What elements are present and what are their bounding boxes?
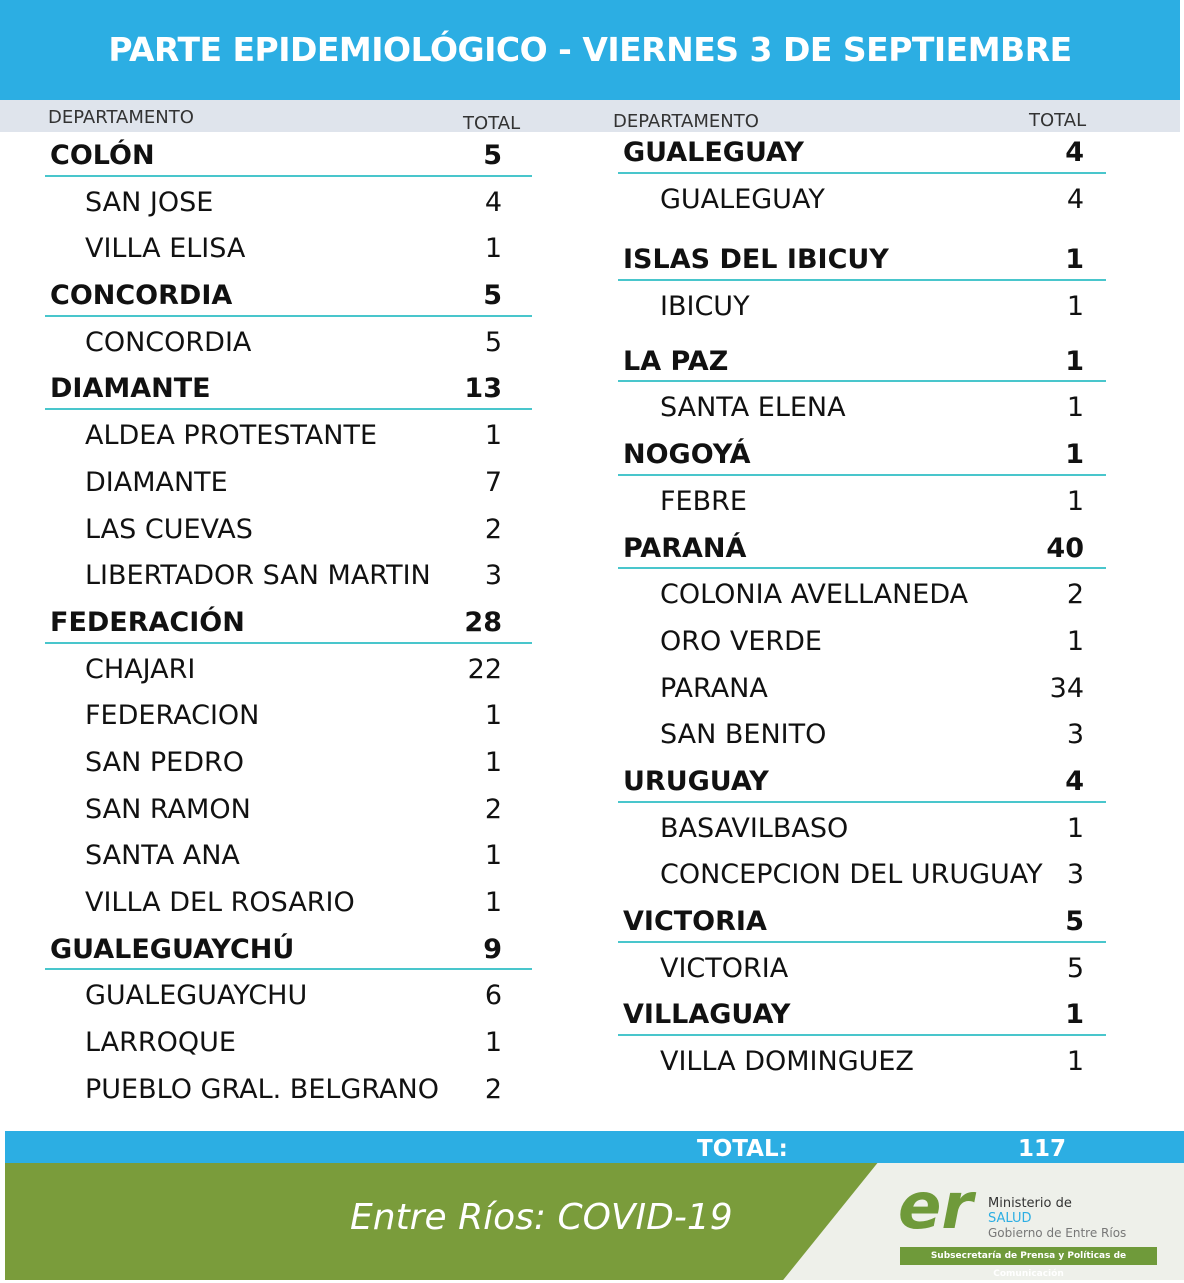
locality-row bbox=[45, 648, 532, 695]
locality-row bbox=[45, 974, 532, 1021]
case-count: 1 bbox=[484, 840, 502, 872]
right-header-department: DEPARTAMENTO bbox=[613, 111, 759, 132]
locality-row bbox=[45, 508, 532, 555]
locality-row bbox=[618, 178, 1106, 225]
locality-row bbox=[618, 947, 1106, 994]
department-row bbox=[618, 340, 1106, 387]
locality-row bbox=[618, 713, 1106, 760]
locality-name: FEDERACION bbox=[85, 700, 260, 732]
locality-name: LIBERTADOR SAN MARTIN bbox=[85, 560, 431, 592]
locality-row bbox=[45, 834, 532, 881]
locality-name: BASAVILBASO bbox=[660, 812, 849, 844]
department-name: ISLAS DEL IBICUY bbox=[623, 244, 889, 276]
locality-row bbox=[45, 227, 532, 274]
case-count: 2 bbox=[484, 513, 502, 545]
logo-line-salud: SALUD bbox=[988, 1211, 1032, 1226]
locality-row bbox=[618, 480, 1106, 527]
case-count: 1 bbox=[1066, 485, 1084, 517]
department-row bbox=[45, 367, 532, 414]
locality-row bbox=[45, 881, 532, 928]
locality-name: CONCEPCION DEL URUGUAY bbox=[660, 859, 1043, 891]
department-row bbox=[618, 993, 1106, 1040]
department-name: LA PAZ bbox=[623, 345, 729, 377]
case-count: 2 bbox=[484, 793, 502, 825]
case-count: 4 bbox=[1065, 137, 1084, 168]
case-count: 3 bbox=[1066, 859, 1084, 891]
locality-row bbox=[618, 620, 1106, 667]
case-count: 6 bbox=[484, 980, 502, 1012]
case-count: 1 bbox=[1066, 1046, 1084, 1078]
case-count: 1 bbox=[1066, 291, 1084, 323]
right-table bbox=[618, 131, 1106, 1087]
case-count: 7 bbox=[484, 466, 502, 498]
locality-name: ORO VERDE bbox=[660, 625, 822, 657]
right-header-total: TOTAL bbox=[1029, 110, 1087, 131]
case-count: 1 bbox=[1065, 345, 1084, 377]
locality-row bbox=[45, 554, 532, 601]
case-count: 3 bbox=[1066, 719, 1084, 751]
logo-line-ministerio: Ministerio de bbox=[988, 1196, 1072, 1211]
department-name: NOGOYÁ bbox=[623, 439, 751, 471]
case-count: 5 bbox=[484, 326, 502, 358]
locality-row bbox=[618, 573, 1106, 620]
logo-strip: Subsecretaría de Prensa y Políticas de Comunicación bbox=[900, 1247, 1157, 1265]
department-name: COLÓN bbox=[50, 140, 155, 171]
locality-name: COLONIA AVELLANEDA bbox=[660, 579, 969, 611]
case-count: 4 bbox=[1066, 183, 1084, 215]
locality-name: IBICUY bbox=[660, 291, 750, 323]
department-name: DIAMANTE bbox=[50, 373, 211, 405]
case-count: 1 bbox=[1065, 999, 1084, 1031]
department-name: URUGUAY bbox=[623, 765, 769, 797]
department-row bbox=[618, 760, 1106, 807]
case-count: 1 bbox=[1065, 439, 1084, 471]
case-count: 1 bbox=[484, 420, 502, 452]
department-row bbox=[618, 131, 1106, 178]
locality-name: VICTORIA bbox=[660, 952, 789, 984]
locality-row bbox=[618, 285, 1106, 332]
department-name: VILLAGUAY bbox=[623, 999, 791, 1031]
locality-row bbox=[45, 1021, 532, 1068]
locality-name: GUALEGUAY bbox=[660, 183, 825, 215]
locality-row bbox=[618, 1040, 1106, 1087]
case-count: 13 bbox=[464, 373, 502, 405]
locality-name: VILLA ELISA bbox=[85, 233, 246, 265]
locality-name: ALDEA PROTESTANTE bbox=[85, 420, 378, 452]
locality-name: LARROQUE bbox=[85, 1027, 236, 1059]
case-count: 1 bbox=[484, 746, 502, 778]
case-count: 3 bbox=[484, 560, 502, 592]
case-count: 28 bbox=[464, 606, 502, 638]
locality-name: SAN RAMON bbox=[85, 793, 251, 825]
case-count: 22 bbox=[467, 653, 502, 685]
case-count: 1 bbox=[484, 1027, 502, 1059]
locality-name: FEBRE bbox=[660, 485, 747, 517]
locality-name: SAN BENITO bbox=[660, 719, 827, 751]
case-count: 40 bbox=[1046, 532, 1084, 564]
locality-name: SANTA ELENA bbox=[660, 392, 846, 424]
locality-name: CONCORDIA bbox=[85, 326, 252, 358]
department-name: VICTORIA bbox=[623, 906, 767, 937]
locality-name: SAN JOSE bbox=[85, 186, 214, 218]
case-count: 5 bbox=[483, 140, 502, 171]
total-label: TOTAL: bbox=[697, 1136, 788, 1162]
locality-row bbox=[45, 461, 532, 508]
case-count: 5 bbox=[1065, 906, 1084, 937]
case-count: 2 bbox=[484, 1073, 502, 1105]
total-value: 117 bbox=[1018, 1136, 1067, 1162]
locality-name: DIAMANTE bbox=[85, 466, 228, 498]
case-count: 1 bbox=[484, 233, 502, 265]
locality-name: PUEBLO GRAL. BELGRANO bbox=[85, 1073, 439, 1105]
locality-row bbox=[618, 853, 1106, 900]
locality-row bbox=[618, 667, 1106, 714]
department-row bbox=[45, 928, 532, 975]
department-row bbox=[45, 134, 532, 181]
locality-row bbox=[45, 414, 532, 461]
ministry-logo-mark: er bbox=[898, 1170, 973, 1244]
case-count: 1 bbox=[484, 887, 502, 918]
department-row bbox=[618, 527, 1106, 574]
case-count: 1 bbox=[1066, 392, 1084, 424]
case-count: 1 bbox=[1065, 244, 1084, 276]
locality-row bbox=[45, 788, 532, 835]
locality-row bbox=[45, 741, 532, 788]
left-table bbox=[45, 134, 532, 1114]
locality-name: VILLA DOMINGUEZ bbox=[660, 1046, 914, 1078]
case-count: 2 bbox=[1066, 579, 1084, 611]
left-header-department: DEPARTAMENTO bbox=[48, 107, 194, 128]
department-name: FEDERACIÓN bbox=[50, 606, 245, 638]
locality-name: PARANA bbox=[660, 672, 768, 704]
page-title: PARTE EPIDEMIOLÓGICO - VIERNES 3 DE SEPTIEMBRE bbox=[108, 30, 1072, 69]
logo-line-gobierno: Gobierno de Entre Ríos bbox=[988, 1226, 1127, 1240]
locality-row bbox=[45, 321, 532, 368]
department-row bbox=[618, 433, 1106, 480]
case-count: 1 bbox=[1066, 625, 1084, 657]
department-name: GUALEGUAY bbox=[623, 137, 804, 168]
case-count: 34 bbox=[1049, 672, 1084, 704]
case-count: 1 bbox=[484, 700, 502, 732]
locality-row bbox=[45, 181, 532, 228]
locality-name: SAN PEDRO bbox=[85, 746, 245, 778]
locality-row bbox=[45, 694, 532, 741]
footer-text: Entre Ríos: COVID-19 bbox=[350, 1197, 733, 1238]
total-bar bbox=[5, 1131, 1184, 1163]
case-count: 1 bbox=[1066, 812, 1084, 844]
locality-name: SANTA ANA bbox=[85, 840, 240, 872]
locality-row bbox=[618, 807, 1106, 854]
left-header-total: TOTAL bbox=[463, 113, 521, 134]
department-name: GUALEGUAYCHÚ bbox=[50, 933, 295, 965]
case-count: 5 bbox=[1066, 952, 1084, 984]
case-count: 9 bbox=[483, 933, 502, 965]
locality-name: VILLA DEL ROSARIO bbox=[85, 887, 355, 918]
locality-name: CHAJARI bbox=[85, 653, 196, 685]
department-row bbox=[45, 274, 532, 321]
department-row bbox=[618, 238, 1106, 285]
department-row bbox=[45, 601, 532, 648]
locality-name: LAS CUEVAS bbox=[85, 513, 253, 545]
department-row bbox=[618, 900, 1106, 947]
case-count: 4 bbox=[484, 186, 502, 218]
case-count: 4 bbox=[1065, 765, 1084, 797]
locality-row bbox=[618, 386, 1106, 433]
department-name: PARANÁ bbox=[623, 532, 747, 564]
case-count: 5 bbox=[483, 280, 502, 312]
locality-row bbox=[45, 1068, 532, 1115]
locality-name: GUALEGUAYCHU bbox=[85, 980, 308, 1012]
department-name: CONCORDIA bbox=[50, 280, 233, 312]
